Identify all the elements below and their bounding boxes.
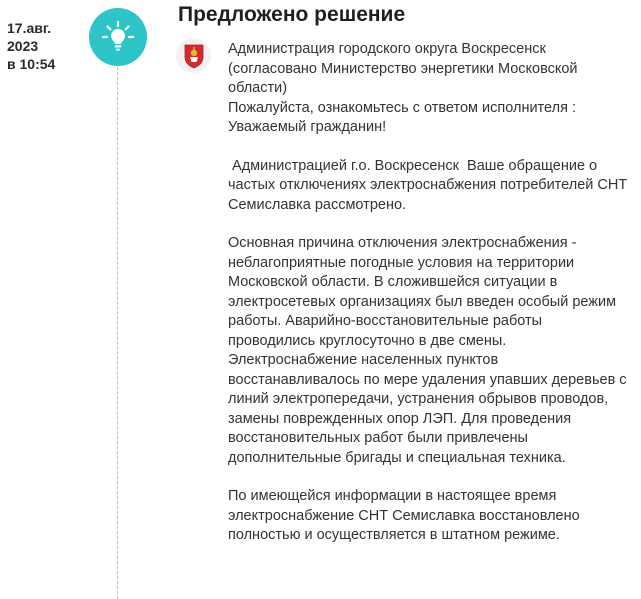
event-title: Предложено решение — [178, 3, 406, 26]
org-name: Администрация городского округа Воскресенск (согласовано Министерство энергетики Московской области) — [228, 41, 578, 96]
event-date-day: 17.авг. — [7, 20, 52, 36]
response-intro-line1: Пожалуйста, ознакомьтесь с ответом исполнителя : — [228, 99, 576, 116]
response-greeting: Уважаемый гражданин! — [228, 119, 387, 135]
event-date-year: 2023 — [7, 38, 39, 54]
response-intro — [228, 99, 628, 138]
response-content — [228, 40, 632, 546]
timeline-line — [117, 62, 118, 599]
lightbulb-icon — [89, 8, 147, 66]
event-date — [7, 19, 55, 73]
event-date-time: в 10:54 — [7, 56, 56, 72]
response-paragraph-2: Основная причина отключения электроснабжения - неблагоприятные погодные условия на территории Московской области. В сложившейся ситуации в электросетевых организациях был введен особый режим работы. Аварийно-восстановительные работы проводились круглосуточно в две смены. Электроснабжение населенных пунктов восстанавливалось по мере удаления упавших деревьев с линий электропередачи, устранения обрывов проводов, замены поврежденных опор ЛЭП. Для проведения восстановительных работ были привлечены дополнительные бригады и специальная техника. — [228, 235, 627, 466]
response-paragraph-1: Администрацией г.о. Воскресенск Ваше обращение о частых отключениях электроснабжения потребителей СНТ Семиславка рассмотрено. — [228, 157, 632, 213]
response-paragraph-3: По имеющейся информации в настоящее время электроснабжение СНТ Семиславка восстановлено полностью и осуществляется в штатном режиме. — [228, 488, 580, 543]
moscow-region-emblem-icon — [176, 38, 211, 73]
